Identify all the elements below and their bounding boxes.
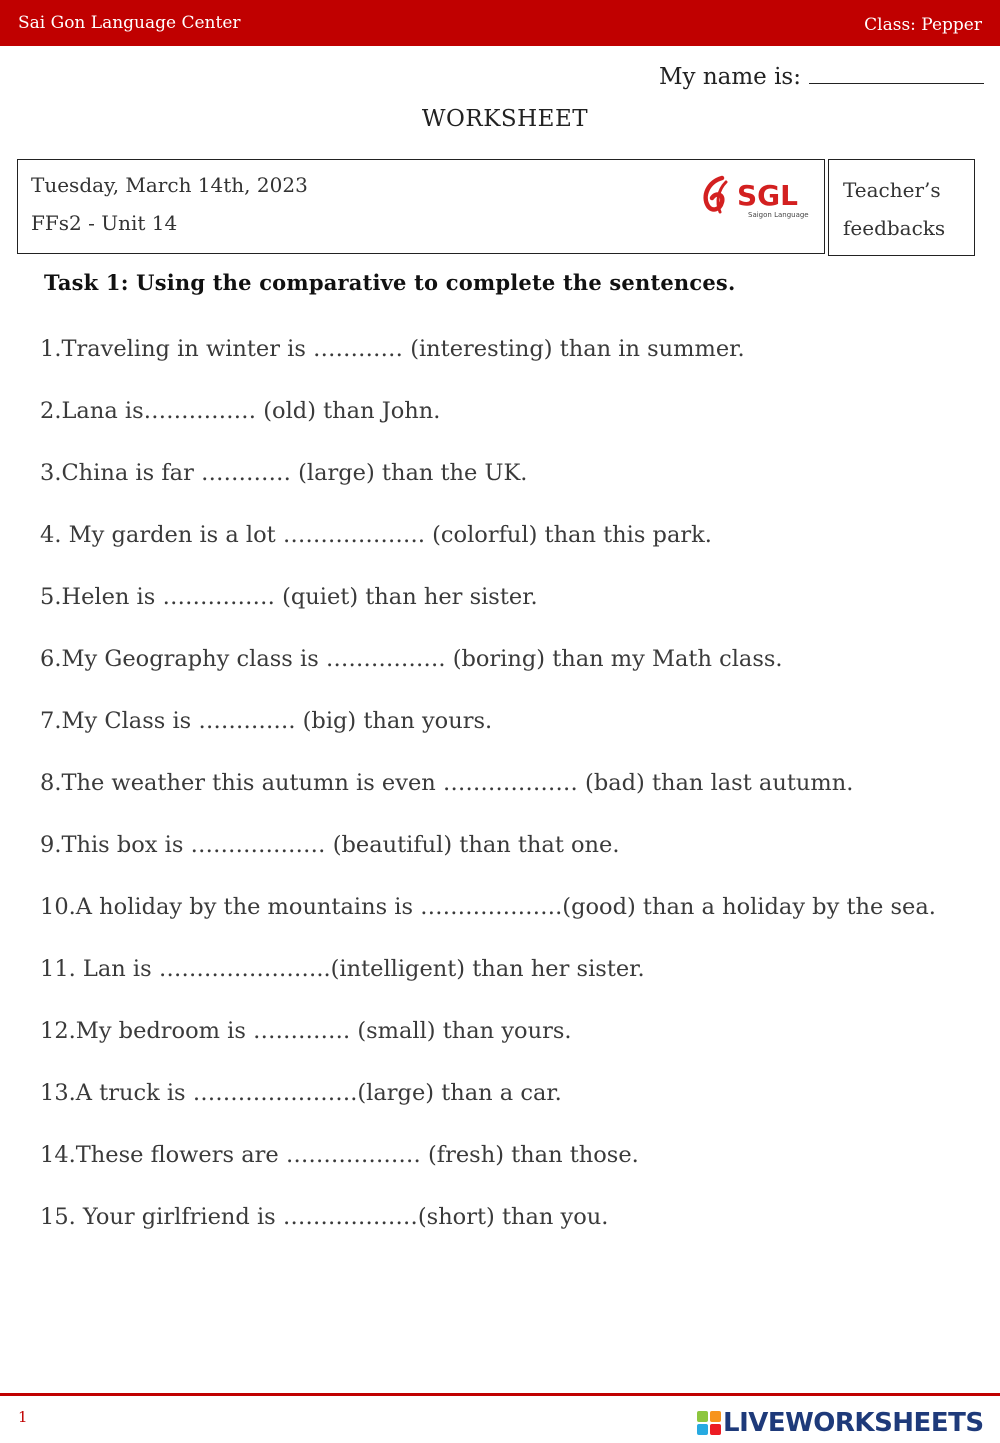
worksheet-title: WORKSHEET [421,106,589,132]
question-item[interactable]: 10.A holiday by the mountains is ……………….(good) than a holiday by the sea. [40,894,936,920]
lesson-unit: FFs2 - Unit 14 [31,211,178,235]
question-item[interactable]: 9.This box is ……………… (beautiful) than that one. [40,832,620,858]
question-item[interactable]: 13.A truck is ………………….(large) than a car. [40,1080,562,1106]
question-item[interactable]: 7.My Class is …………. (big) than yours. [40,708,493,734]
question-item[interactable]: 12.My bedroom is …………. (small) than yours. [40,1018,572,1044]
question-item[interactable]: 6.My Geography class is ……………. (boring) than my Math class. [40,646,783,672]
feedback-label-line1: Teacher’s [843,178,941,202]
school-name: Sai Gon Language Center [18,13,241,33]
question-list [40,318,990,1248]
header-bar [0,0,1000,46]
feedback-label-line2: feedbacks [843,216,946,240]
name-label: My name is: [658,64,801,90]
sgl-logo [700,172,812,224]
question-item[interactable]: 15. Your girlfriend is ………………(short) than you. [40,1204,609,1230]
liveworksheets-icon [697,1411,721,1435]
info-box [17,159,825,254]
footer-divider [0,1393,1000,1396]
logo-subtext: Saigon Language [748,211,809,219]
task-heading: Task 1: Using the comparative to complete the sentences. [44,270,736,295]
lesson-date: Tuesday, March 14th, 2023 [31,173,308,197]
liveworksheets-text: LIVEWORKSHEETS [723,1408,984,1438]
liveworksheets-logo [697,1406,984,1440]
page-number: 1 [18,1408,28,1426]
question-item[interactable]: 14.These flowers are ……………… (fresh) than those. [40,1142,639,1168]
question-item[interactable]: 1.Traveling in winter is ………… (interesting) than in summer. [40,336,745,362]
question-item[interactable]: 8.The weather this autumn is even ……………… (bad) than last autumn. [40,770,854,796]
name-field [659,64,984,90]
question-item[interactable]: 5.Helen is …………… (quiet) than her sister. [40,584,538,610]
class-name: Class: Pepper [864,15,982,35]
question-item[interactable]: 11. Lan is …………………..(intelligent) than her sister. [40,956,645,982]
question-item[interactable]: 3.China is far ………… (large) than the UK. [40,460,528,486]
name-blank-line[interactable] [809,82,984,84]
teacher-feedback-box [828,159,975,256]
question-item[interactable]: 2.Lana is…………… (old) than John. [40,398,441,424]
question-item[interactable]: 4. My garden is a lot ………………. (colorful) than this park. [40,522,712,548]
logo-text: SGL [737,179,798,212]
